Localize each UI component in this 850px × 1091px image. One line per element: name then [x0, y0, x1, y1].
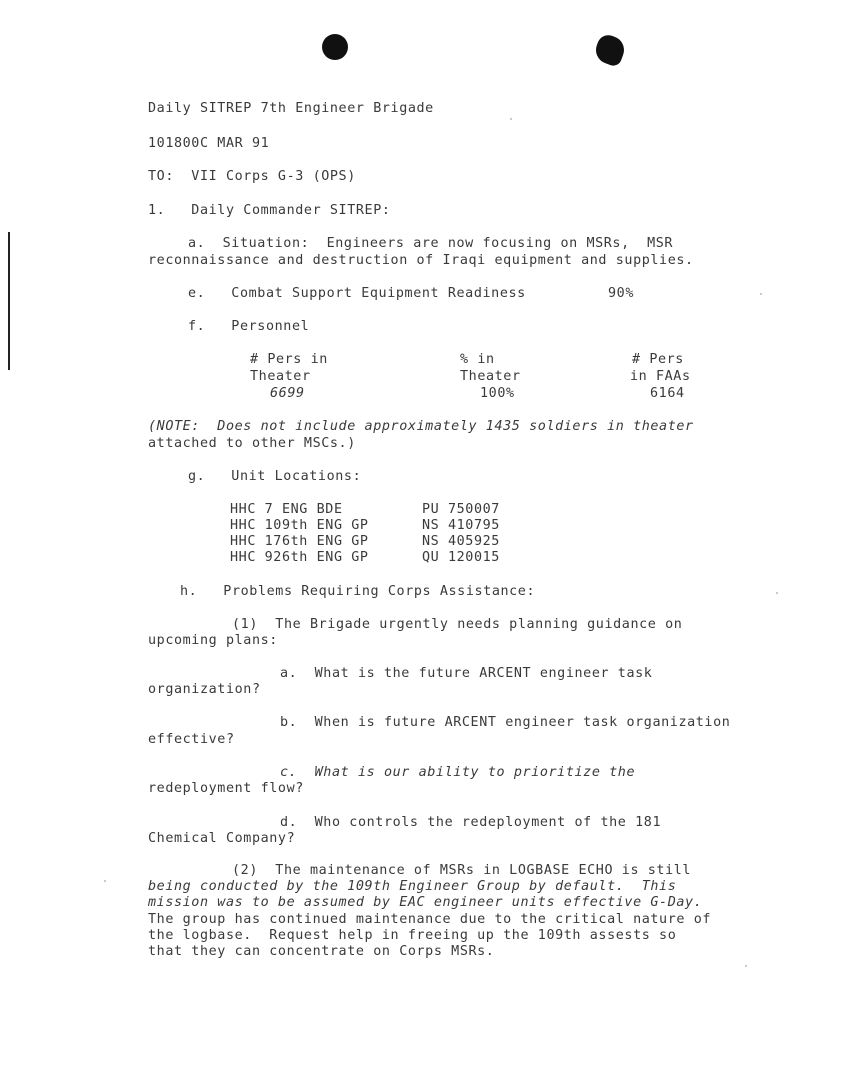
addressee: TO: VII Corps G-3 (OPS) — [148, 169, 356, 184]
question-b-line-2: effective? — [148, 732, 235, 747]
question-c-line-1: c. What is our ability to prioritize the — [280, 765, 636, 780]
personnel-label: f. Personnel — [188, 319, 310, 334]
scan-speck — [104, 880, 106, 882]
personnel-col3-value: 6164 — [650, 386, 685, 401]
personnel-col1-header-2: Theater — [250, 369, 311, 384]
unit-locations-label: g. Unit Locations: — [188, 469, 362, 484]
personnel-col1-value: 6699 — [270, 386, 305, 401]
problems-label: h. Problems Requiring Corps Assistance: — [180, 584, 536, 599]
scan-speck — [745, 965, 747, 967]
personnel-col3-header-2: in FAAs — [630, 369, 691, 384]
personnel-col3-header-1: # Pers — [632, 352, 684, 367]
note-line-2: attached to other MSCs.) — [148, 436, 356, 451]
personnel-col2-value: 100% — [480, 386, 515, 401]
problem-2-line-2: being conducted by the 109th Engineer Group by default. This — [148, 879, 677, 894]
readiness-value: 90% — [608, 286, 634, 301]
location-unit-1: HHC 7 ENG BDE — [230, 502, 343, 517]
punch-hole-left — [322, 34, 348, 60]
note-line-1: (NOTE: Does not include approximately 1435 soldiers in theater — [148, 419, 694, 434]
location-grid-3: NS 405925 — [422, 534, 500, 549]
location-unit-2: HHC 109th ENG GP — [230, 518, 369, 533]
document-title: Daily SITREP 7th Engineer Brigade — [148, 101, 434, 116]
problem-2-line-1: (2) The maintenance of MSRs in LOGBASE ECHO is still — [232, 863, 692, 878]
personnel-col1-header-1: # Pers in — [250, 352, 328, 367]
scan-speck — [760, 293, 762, 295]
question-d-line-2: Chemical Company? — [148, 831, 296, 846]
readiness-label: e. Combat Support Equipment Readiness — [188, 286, 526, 301]
question-b-line-1: b. When is future ARCENT engineer task organization — [280, 715, 731, 730]
problem-2-line-4: The group has continued maintenance due to the critical nature of — [148, 912, 712, 927]
situation-line-1: a. Situation: Engineers are now focusing on MSRs, MSR — [188, 236, 674, 251]
situation-line-2: reconnaissance and destruction of Iraqi equipment and supplies. — [148, 253, 694, 268]
date-time-group: 101800C MAR 91 — [148, 136, 270, 151]
punch-hole-right — [592, 32, 628, 68]
section-heading: 1. Daily Commander SITREP: — [148, 203, 391, 218]
problem-2-line-3: mission was to be assumed by EAC engineer units effective G-Day. — [148, 895, 703, 910]
personnel-col2-header-1: % in — [460, 352, 495, 367]
location-unit-3: HHC 176th ENG GP — [230, 534, 369, 549]
scan-speck — [510, 118, 512, 120]
question-d-line-1: d. Who controls the redeployment of the 181 — [280, 815, 662, 830]
location-grid-4: QU 120015 — [422, 550, 500, 565]
problem-2-line-6: that they can concentrate on Corps MSRs. — [148, 944, 495, 959]
location-grid-1: PU 750007 — [422, 502, 500, 517]
scan-speck — [776, 592, 778, 594]
location-grid-2: NS 410795 — [422, 518, 500, 533]
question-c-line-2: redeployment flow? — [148, 781, 304, 796]
problem-2-line-5: the logbase. Request help in freeing up the 109th assests so — [148, 928, 677, 943]
personnel-col2-header-2: Theater — [460, 369, 521, 384]
location-unit-4: HHC 926th ENG GP — [230, 550, 369, 565]
question-a-line-1: a. What is the future ARCENT engineer task — [280, 666, 653, 681]
problem-1-line-2: upcoming plans: — [148, 633, 278, 648]
problem-1-line-1: (1) The Brigade urgently needs planning guidance on — [232, 617, 683, 632]
question-a-line-2: organization? — [148, 682, 261, 697]
margin-mark — [8, 232, 10, 370]
